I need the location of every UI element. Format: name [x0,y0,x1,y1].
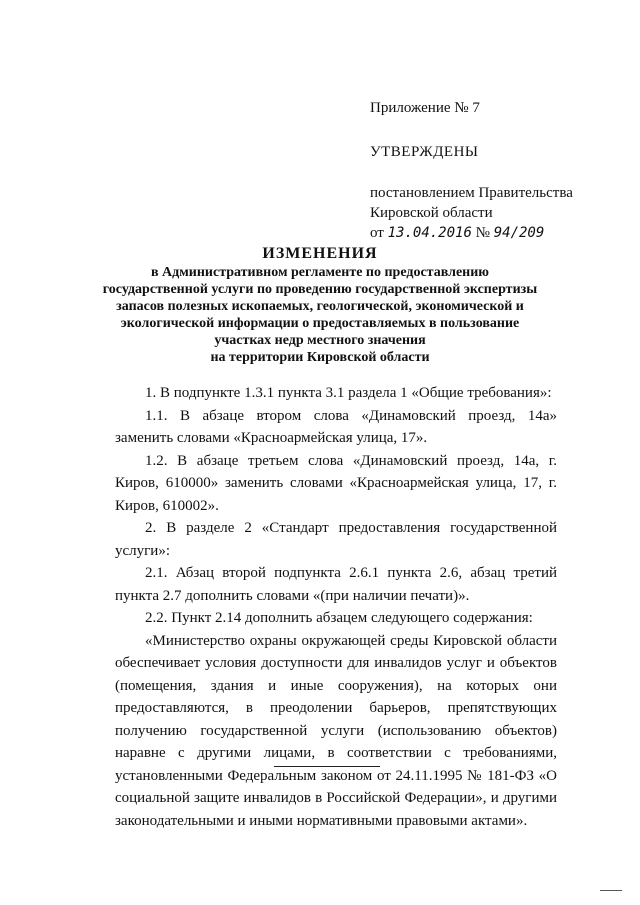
title-line: на территории Кировской области [210,350,430,365]
from-label: от [370,225,384,241]
resolution-date-line [370,223,620,243]
title-line: запасов полезных ископаемых, геологической, экономической и [116,299,524,314]
body-paragraph: 2.1. Абзац второй подпункта 2.6.1 пункта 2.6, абзац третий пункта 2.7 дополнить словами «(при наличии печати)». [115,565,557,604]
resolution-reference [370,183,620,243]
number-label: № [475,225,490,241]
approved-label: УТВЕРЖДЕНЫ [370,144,479,160]
title-line: экологической информации о предоставляемых в пользование [120,316,520,331]
approval-block [370,98,620,243]
resolution-line-1: постановлением Правительства [370,185,573,201]
handwritten-date: 13.04.2016 [387,225,472,241]
title-line: в Административном регламенте по предоставлению [151,265,489,280]
title-line: государственной услуги по проведению государственной экспертизы [102,282,538,297]
corner-mark-line [600,890,622,891]
body-paragraph: 1. В подпункте 1.3.1 пункта 3.1 раздела 1 «Общие требования»: [145,385,552,401]
body-paragraph: 1.1. В абзаце втором слова «Динамовский проезд, 14а» заменить словами «Красноармейская улица, 17». [115,407,557,446]
body-paragraph: 2.2. Пункт 2.14 дополнить абзацем следующего содержания: [145,610,533,626]
title-heading: ИЗМЕНЕНИЯ [262,245,378,262]
end-separator-line [274,766,380,767]
body-paragraph: «Министерство охраны окружающей среды Кировской области обеспечивает условия доступности для инвалидов услуг и объектов (помещения, здания и иные сооружения), на которых они предоставляются, в преодолении барьеров, препятствующих получению государственной услуги (использованию объектов) наравне с другими лицами, в соответствии с требованиями, установленными Федеральным законом от 24.11.1995 № 181-ФЗ «О социальной защите инвалидов в Российской Федерации», и другими законодательными и иными нормативными правовыми актами». [115,632,557,829]
handwritten-number: 94/209 [493,225,545,241]
body-paragraph: 1.2. В абзаце третьем слова «Динамовский проезд, 14а, г. Киров, 610000» заменить словами «Красноармейская улица, 17, г. Киров, 610002». [115,452,557,514]
document-body [115,382,557,832]
resolution-line-2: Кировской области [370,205,493,221]
title-line: участках недр местного значения [214,333,426,348]
body-paragraph: 2. В разделе 2 «Стандарт предоставления государственной услуги»: [115,520,557,559]
document-title [100,244,540,366]
appendix-label: Приложение № 7 [370,100,480,116]
